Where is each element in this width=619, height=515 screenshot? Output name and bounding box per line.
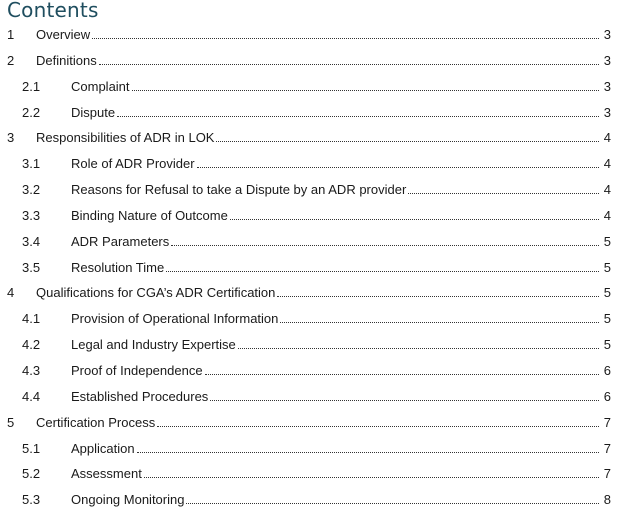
table-of-contents [0,22,619,513]
toc-entry-number: 4.2 [22,337,41,353]
dot-leader [171,245,599,246]
toc-entry-3-4-parameters[interactable] [0,229,619,255]
toc-entry-page: 5 [603,233,611,249]
toc-entry-page: 3 [603,27,611,42]
toc-entry-3-responsibilities[interactable] [0,125,619,151]
toc-entry-page: 4 [603,207,611,223]
toc-entry-number: 3.2 [22,182,41,198]
toc-entry-number: 4.4 [22,388,41,404]
toc-title: Contents [7,0,99,22]
toc-entry-label: Application [71,440,135,456]
toc-entry-page: 3 [603,52,611,68]
toc-entry-number: 5.3 [22,492,41,508]
toc-entry-page: 6 [603,388,611,404]
toc-entry-number: 1 [7,27,15,42]
toc-entry-number: 5 [7,414,15,430]
toc-entry-number: 3.1 [22,156,41,172]
toc-entry-label: Qualifications for CGA’s ADR Certification [36,285,276,301]
toc-entry-3-2-reasons[interactable] [0,177,619,203]
dot-leader [408,193,599,194]
dot-leader [230,219,599,220]
toc-entry-4-3-independence[interactable] [0,358,619,384]
toc-entry-number: 4 [7,285,15,301]
dot-leader [277,296,599,297]
dot-leader [99,64,599,65]
toc-entry-number: 2 [7,52,15,68]
toc-entry-number: 2.2 [22,104,41,120]
toc-entry-label: Complaint [71,78,130,94]
toc-entry-number: 3.3 [22,207,41,223]
toc-entry-3-3-binding[interactable] [0,203,619,229]
toc-entry-4-qualifications[interactable] [0,280,619,306]
toc-entry-label: Definitions [36,52,97,68]
dot-leader [117,116,599,117]
toc-entry-4-4-procedures[interactable] [0,384,619,410]
toc-entry-page: 8 [603,492,611,508]
dot-leader [132,90,599,91]
toc-entry-page: 5 [603,337,611,353]
toc-entry-label: Assessment [71,466,142,482]
toc-entry-number: 4.1 [22,311,41,327]
toc-entry-number: 5.2 [22,466,41,482]
dot-leader [157,426,599,427]
toc-entry-5-certification[interactable] [0,410,619,436]
toc-entry-label: Resolution Time [71,259,165,275]
toc-entry-4-1-operational[interactable] [0,306,619,332]
toc-entry-number: 3.5 [22,259,41,275]
dot-leader [92,38,599,39]
toc-entry-label: Certification Process [36,414,156,430]
dot-leader [197,167,599,168]
dot-leader [166,271,599,272]
toc-entry-page: 3 [603,78,611,94]
toc-entry-page: 5 [603,285,611,301]
toc-entry-3-5-resolution[interactable] [0,255,619,281]
toc-entry-page: 7 [603,414,611,430]
dot-leader [186,503,599,504]
toc-entry-2-1-complaint[interactable] [0,74,619,100]
dot-leader [137,452,599,453]
toc-entry-number: 3 [7,130,15,146]
toc-entry-number: 2.1 [22,78,41,94]
toc-entry-3-1-role[interactable] [0,151,619,177]
toc-entry-number: 5.1 [22,440,41,456]
toc-entry-page: 5 [603,259,611,275]
dot-leader [144,477,599,478]
dot-leader [205,374,599,375]
toc-entry-page: 3 [603,104,611,120]
toc-entry-page: 4 [603,182,611,198]
toc-entry-label: Binding Nature of Outcome [71,207,228,223]
toc-entry-label: Legal and Industry Expertise [71,337,236,353]
dot-leader [216,141,599,142]
dot-leader [210,400,599,401]
dot-leader [238,348,599,349]
toc-entry-2-definitions[interactable] [0,48,619,74]
toc-entry-label: Provision of Operational Information [71,311,279,327]
toc-entry-2-2-dispute[interactable] [0,100,619,126]
toc-entry-1-overview[interactable] [0,22,619,48]
toc-entry-label: Role of ADR Provider [71,156,195,172]
toc-entry-page: 5 [603,311,611,327]
toc-entry-number: 4.3 [22,362,41,378]
dot-leader [280,322,599,323]
toc-entry-label: Established Procedures [71,388,209,404]
toc-entry-page: 7 [603,440,611,456]
toc-entry-page: 7 [603,466,611,482]
toc-entry-label: Proof of Independence [71,362,203,378]
toc-entry-label: Responsibilities of ADR in LOK [36,130,215,146]
toc-entry-page: 4 [603,130,611,146]
toc-entry-page: 6 [603,362,611,378]
toc-entry-5-3-monitoring[interactable] [0,487,619,513]
toc-entry-page: 4 [603,156,611,172]
toc-entry-4-2-legal[interactable] [0,332,619,358]
toc-entry-label: Dispute [71,104,116,120]
toc-entry-label: Reasons for Refusal to take a Dispute by an ADR provider [71,182,407,198]
toc-entry-5-2-assessment[interactable] [0,461,619,487]
toc-entry-number: 3.4 [22,233,41,249]
toc-entry-label: Overview [36,27,91,42]
toc-entry-5-1-application[interactable] [0,436,619,462]
toc-entry-label: Ongoing Monitoring [71,492,185,508]
toc-entry-label: ADR Parameters [71,233,170,249]
